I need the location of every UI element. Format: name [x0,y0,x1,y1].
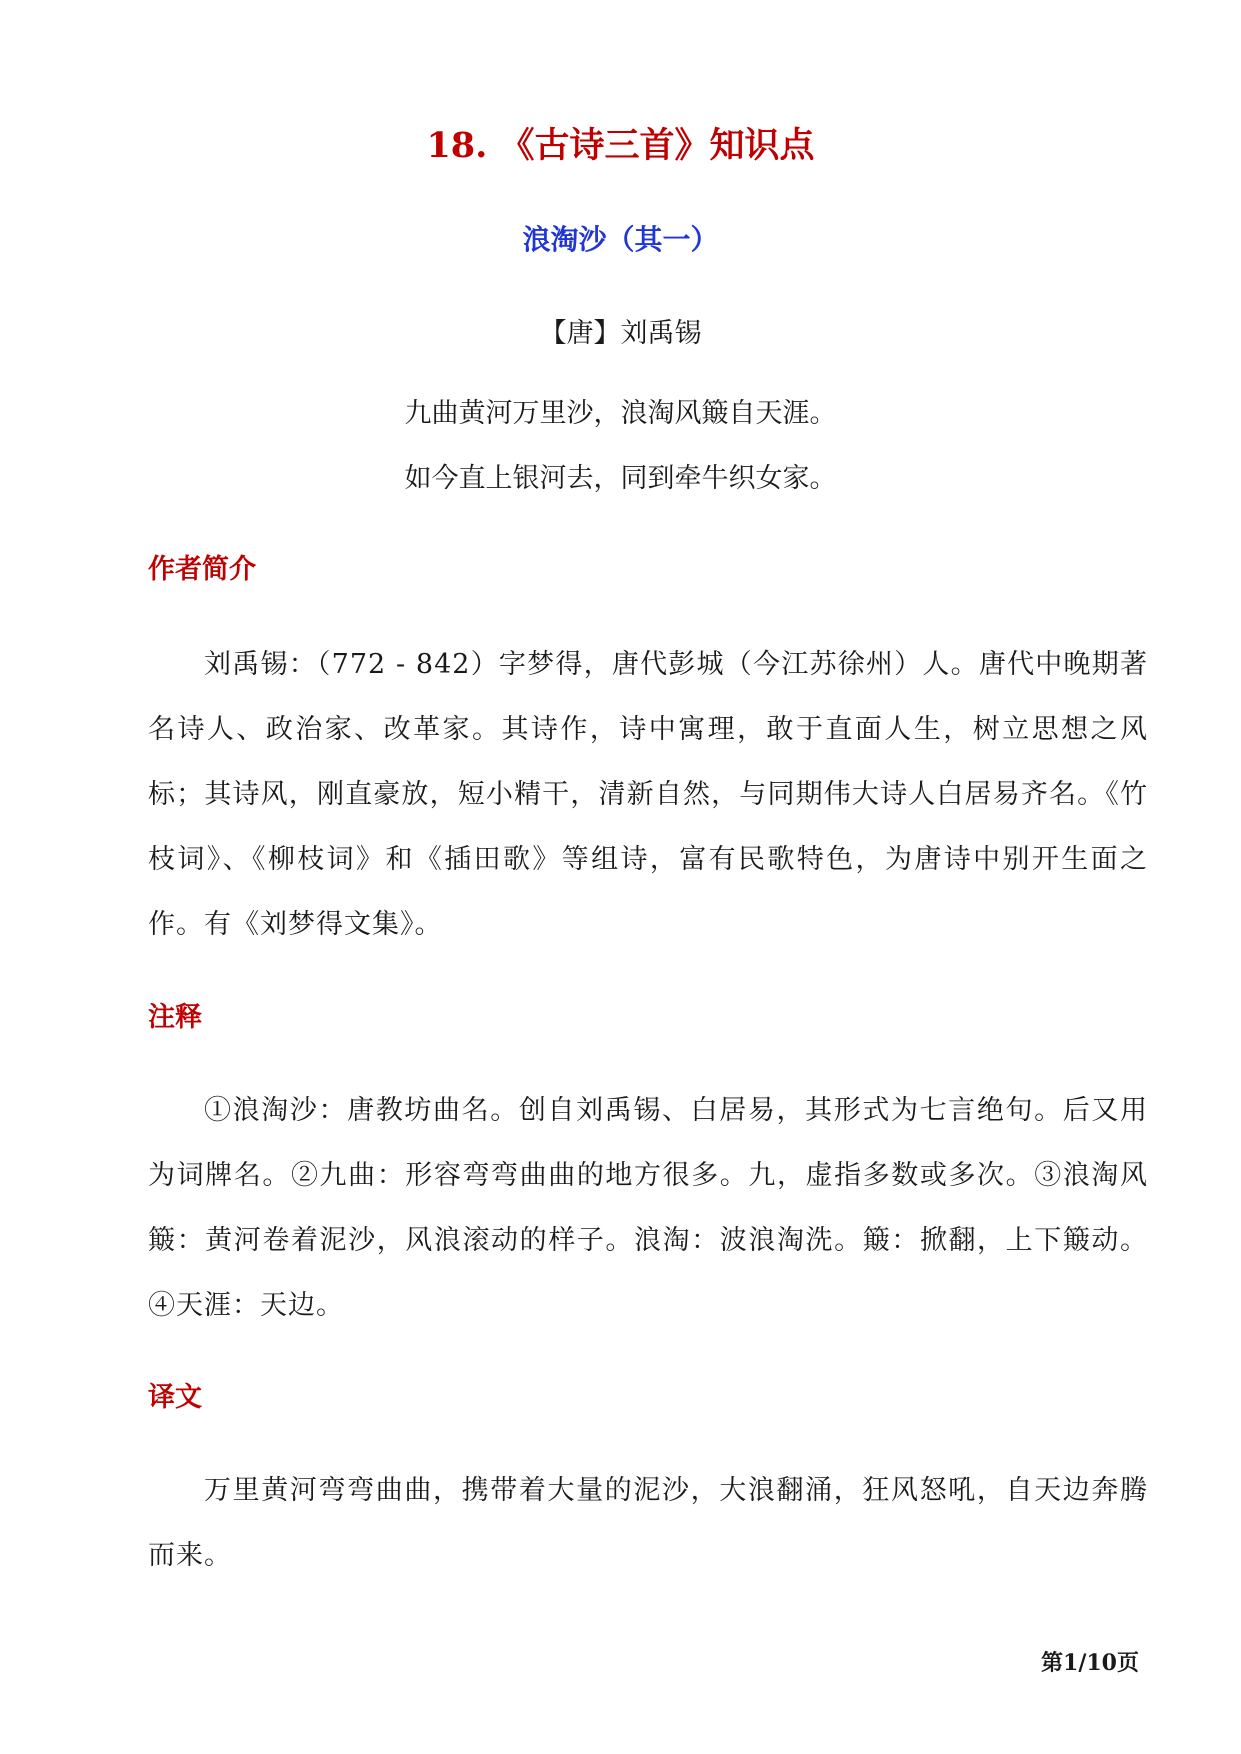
author-intro-paragraph: 刘禹锡：（772 - 842）字梦得，唐代彭城（今江苏徐州）人。唐代中晚期著名诗人、政治家、改革家。其诗作，诗中寓理，敢于直面人生，树立思想之风标；其诗风，刚直豪放，短小精干，清新自然，与同期伟大诗人白居易齐名。《竹枝词》、《柳枝词》和《插田歌》等组诗，富有民歌特色，为唐诗中别开生面之作。有《刘梦得文集》。 [148,649,1148,940]
translation-paragraph: 万里黄河弯弯曲曲，携带着大量的泥沙，大浪翻涌，狂风怒吼，自天边奔腾而来。 [148,1475,1148,1571]
document-title: 18. 《古诗三首》知识点 [426,125,815,166]
notes-paragraph: ①浪淘沙：唐教坊曲名。创自刘禹锡、白居易，其形式为七言绝句。后又用为词牌名。②九曲：形容弯弯曲曲的地方很多。九，虚指多数或多次。③浪淘风簸：黄河卷着泥沙，风浪滚动的样子。浪淘：波浪淘洗。簸：掀翻，上下簸动。④天涯：天边。 [148,1095,1148,1321]
section-heading-notes: 注释 [148,1002,202,1033]
section-heading-author-intro: 作者简介 [148,554,256,585]
poem-title: 浪淘沙（其一） [522,223,719,256]
poem-line-2: 如今直上银河去，同到牵牛织女家。 [404,463,837,494]
poem-line-1: 九曲黄河万里沙，浪淘风簸自天涯。 [404,398,837,429]
page-number: 第1/10页 [1041,1650,1139,1676]
poem-author-line: 【唐】刘禹锡 [539,318,702,349]
section-heading-translation: 译文 [148,1382,202,1413]
